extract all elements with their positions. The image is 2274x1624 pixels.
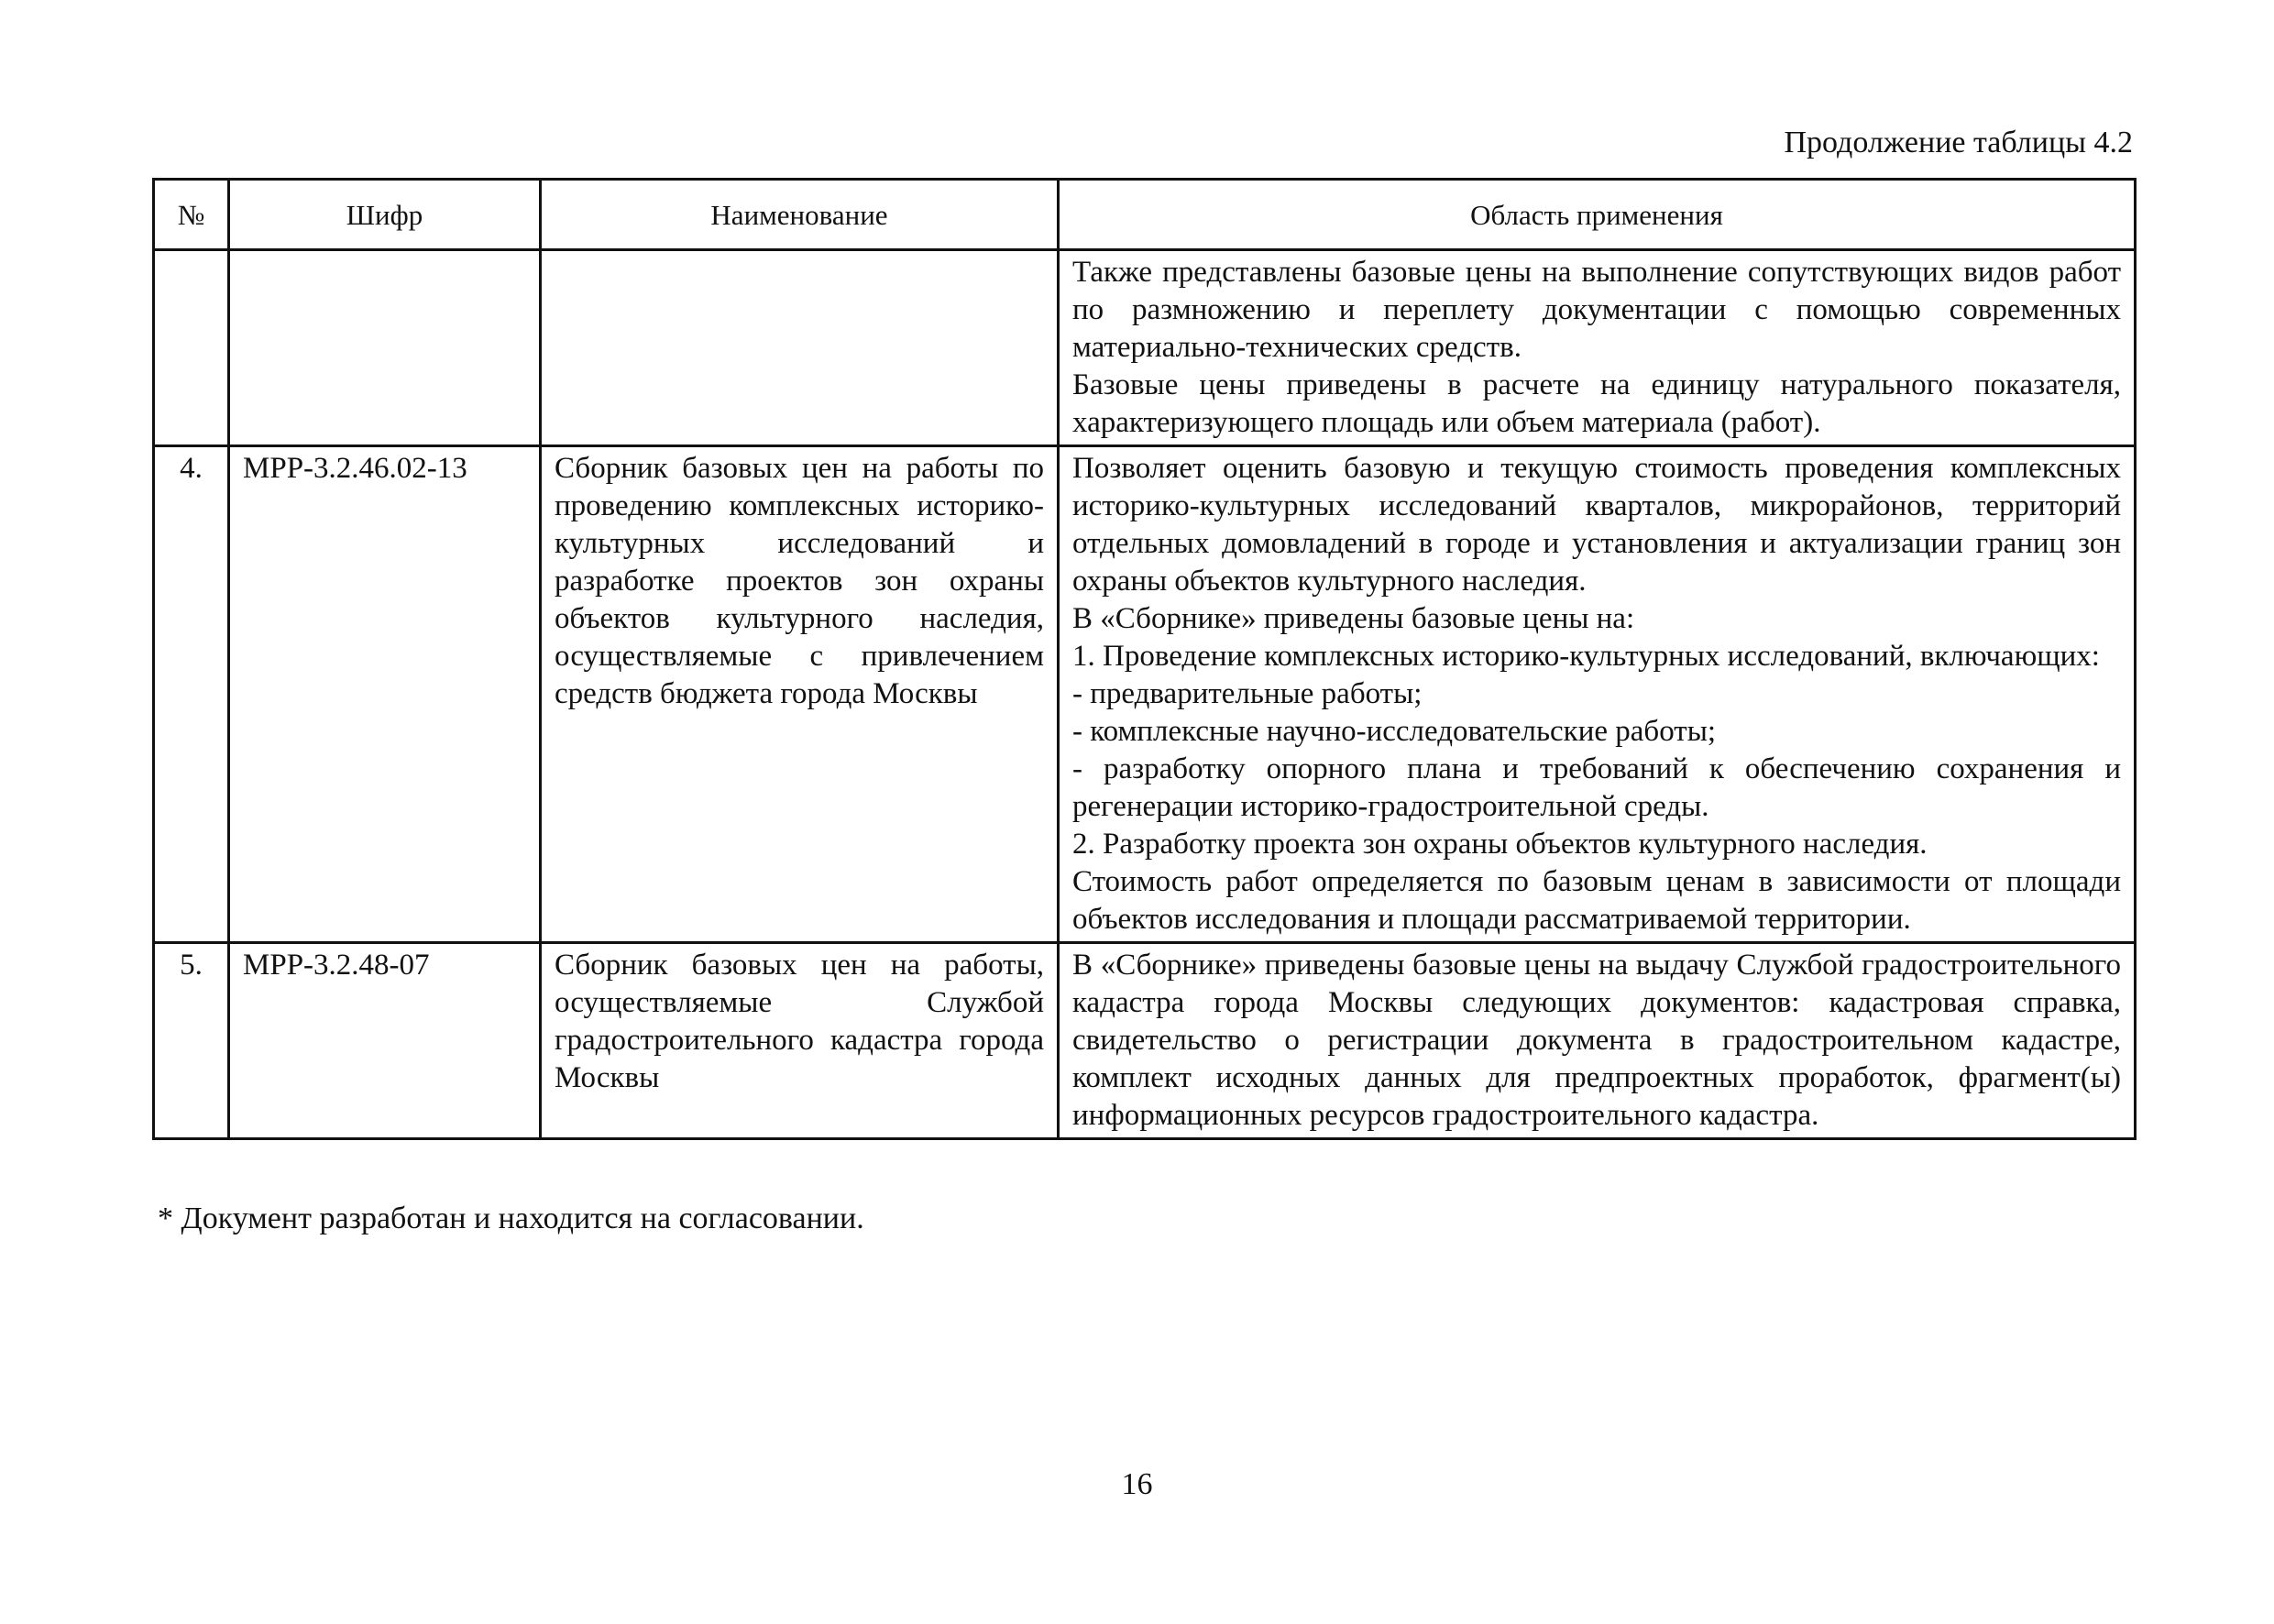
table-row	[154, 250, 2136, 446]
page-number: 16	[1121, 1467, 1153, 1501]
footnote: * Документ разработан и находится на согласовании.	[158, 1202, 864, 1235]
header-name: Наименование	[541, 180, 1059, 250]
row-area	[1059, 250, 2136, 446]
area-paragraph: Также представлены базовые цены на выполнение сопутствующих видов работ по размножению и переплету документации с помощью современных материально-технических средств.	[1072, 256, 2121, 364]
area-list-item: - предварительные работы;	[1072, 677, 1423, 710]
row-code	[229, 250, 541, 446]
header-no: №	[154, 180, 229, 250]
standards-table	[152, 178, 2137, 1140]
table-caption: Продолжение таблицы 4.2	[1784, 126, 2133, 159]
row-name: Сборник базовых цен на работы по проведению комплексных историко-культурных исследований и разработке проектов зон охраны объектов культурного наследия, осуществляемые с привлечением средств бюджета города Москвы	[541, 446, 1059, 943]
area-paragraph: В «Сборнике» приведены базовые цены на выдачу Службой градостроительного кадастра города Москвы следующих документов: кадастровая справка, свидетельство о регистрации документа в градостроительном кадастре, комплект исходных данных для предпроектных проработок, фрагмент(ы) информационных ресурсов градостроительного кадастра.	[1072, 949, 2121, 1132]
header-area: Область применения	[1059, 180, 2136, 250]
area-list-item: - комплексные научно-исследовательские работы;	[1072, 715, 1717, 748]
table-row	[154, 943, 2136, 1139]
header-code: Шифр	[229, 180, 541, 250]
row-number: 5.	[154, 943, 229, 1139]
area-paragraph: Позволяет оценить базовую и текущую стоимость проведения комплексных историко-культурных исследований кварталов, микрорайонов, территорий отдельных домовладений в городе и установления и актуализации границ зон охраны объектов культурного наследия.	[1072, 452, 2121, 598]
row-number	[154, 250, 229, 446]
row-name: Сборник базовых цен на работы, осуществляемые Службой градостроительного кадастра города Москвы	[541, 943, 1059, 1139]
row-area	[1059, 446, 2136, 943]
area-paragraph: В «Сборнике» приведены базовые цены на:	[1072, 602, 1635, 635]
table-header-row	[154, 180, 2136, 250]
table-row	[154, 446, 2136, 943]
area-list-item: - разработку опорного плана и требований к обеспечению сохранения и регенерации историко-градостроительной среды.	[1072, 752, 2121, 823]
row-name	[541, 250, 1059, 446]
row-code: МРР-3.2.46.02-13	[229, 446, 541, 943]
area-paragraph: Стоимость работ определяется по базовым ценам в зависимости от площади объектов исследования и площади рассматриваемой территории.	[1072, 865, 2121, 936]
area-paragraph: 1. Проведение комплексных историко-культурных исследований, включающих:	[1072, 640, 2100, 673]
row-code: МРР-3.2.48-07	[229, 943, 541, 1139]
area-paragraph: Базовые цены приведены в расчете на единицу натурального показателя, характеризующего площадь или объем материала (работ).	[1072, 368, 2121, 439]
area-paragraph: 2. Разработку проекта зон охраны объектов культурного наследия.	[1072, 828, 1928, 861]
row-number: 4.	[154, 446, 229, 943]
row-area	[1059, 943, 2136, 1139]
